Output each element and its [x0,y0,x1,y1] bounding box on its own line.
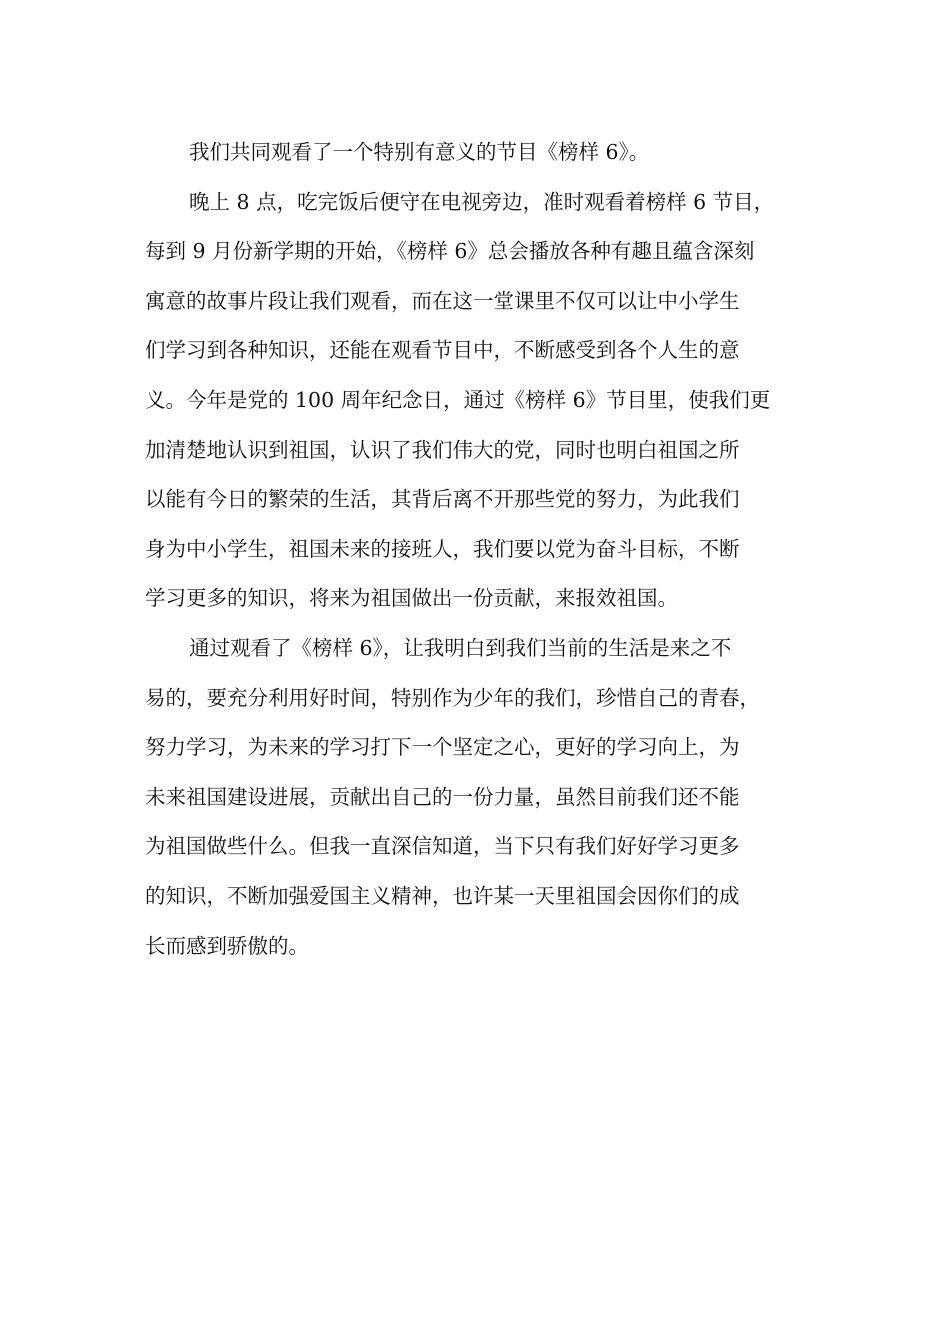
paragraph-3-line-2: 易的，要充分利用好时间，特别作为少年的我们，珍惜自己的青春， [145,685,760,710]
paragraph-3-line-5: 为祖国做些什么。但我一直深信知道，当下只有我们好好学习更多 [145,834,740,859]
paragraph-3-line-4: 未来祖国建设进展，贡献出自己的一份力量，虽然目前我们还不能 [145,784,740,809]
paragraph-2-line-2: 每到 9 月份新学期的开始，《榜样 6》总会播放各种有趣且蕴含深刻 [145,239,755,264]
paragraph-2-line-5: 义。今年是党的 100 周年纪念日，通过《榜样 6》节目里，使我们更 [145,387,771,412]
paragraph-2-line-4: 们学习到各种知识，还能在观看节目中，不断感受到各个人生的意 [145,338,740,363]
document-body [145,128,835,971]
paragraph-2-line-1: 晚上 8 点，吃完饭后便守在电视旁边，准时观看着榜样 6 节目， [189,189,775,214]
paragraph-2-line-9: 学习更多的知识，将来为祖国做出一份贡献，来报效祖国。 [145,586,678,611]
paragraph-3-line-1: 通过观看了《榜样 6》，让我明白到我们当前的生活是来之不 [189,635,732,660]
paragraph-2-line-8: 身为中小学生，祖国未来的接班人，我们要以党为奋斗目标，不断 [145,536,740,561]
paragraph-3-line-6: 的知识，不断加强爱国主义精神，也许某一天里祖国会因你们的成 [145,883,740,908]
paragraph-2-line-7: 以能有今日的繁荣的生活，其背后离不开那些党的努力，为此我们 [145,487,740,512]
paragraph-2-line-6: 加清楚地认识到祖国，认识了我们伟大的党，同时也明白祖国之所 [145,437,740,462]
paragraph-3-line-7: 长而感到骄傲的。 [145,933,309,958]
paragraph-3-line-3: 努力学习，为未来的学习打下一个坚定之心，更好的学习向上，为 [145,735,740,760]
paragraph-1-line-1: 我们共同观看了一个特别有意义的节目《榜样 6》。 [189,140,650,164]
paragraph-2-line-3: 寓意的故事片段让我们观看，而在这一堂课里不仅可以让中小学生 [145,288,740,313]
